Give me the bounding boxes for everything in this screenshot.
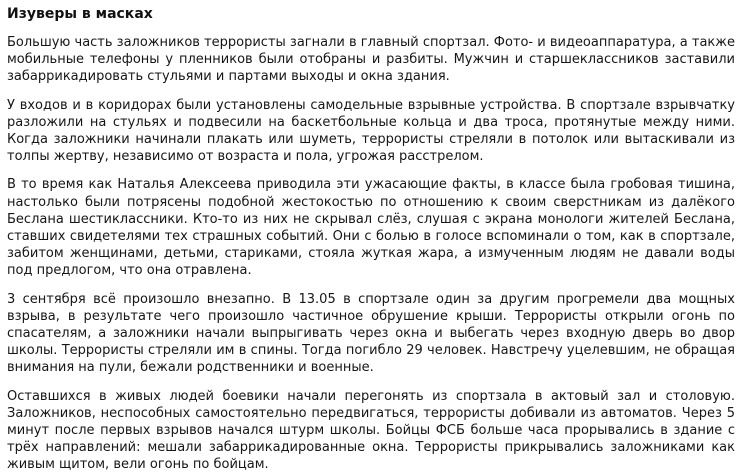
- article-paragraph-3: В то время как Наталья Алексеева приводила эти ужасающие факты, в классе была гробовая тишина, настолько были потрясены подобной жестокостью по отношению к своим сверстникам из далёкого Беслана шестиклассники. Кто-то из них не скрывал слёз, слушая с экрана монологи жителей Беслана, ставших свидетелями тех страшных событий. Они с болью в голосе вспоминали о том, как в спортзале, забитом женщинами, детьми, стариками, стояла жуткая жара, а измученным людям не давали воды под предлогом, что она отравлена.: [7, 177, 735, 279]
- article-paragraph-2: У входов и в коридорах были установлены самодельные взрывные устройства. В спортзале взрывчатку разложили на стульях и подвесили на баскетбольные кольца и два троса, протянутые между ними. Когда заложники начинали плакать или шуметь, террористы стреляли в потолок или вытаскивали из толпы жертву, независимо от возраста и пола, угрожая расстрелом.: [7, 97, 735, 165]
- article-paragraph-5: Оставшихся в живых людей боевики начали перегонять из спортзала в актовый зал и столовую. Заложников, неспособных самостоятельно передвигаться, террористы добивали из автоматов. Через 5 минут после первых взрывов начался штурм школы. Бойцы ФСБ больше часа прорывались в здание с трёх направлений: мешали забаррикадированные окна. Террористы прикрывались заложниками как живым щитом, вели огонь по бойцам.: [7, 388, 735, 473]
- article-paragraph-4: 3 сентября всё произошло внезапно. В 13.05 в спортзале один за другим прогремели два мощных взрыва, в результате чего произошло частичное обрушение крыши. Террористы открыли огонь по спасателям, а заложники начали выпрыгивать через окна и выбегать через входную дверь во двор школы. Террористы стреляли им в спины. Тогда погибло 29 человек. Навстречу уцелевшим, не обращая внимания на пули, бежали родственники и военные.: [7, 291, 735, 376]
- article-paragraph-1: Большую часть заложников террористы загнали в главный спортзал. Фото- и видеоаппаратура, а также мобильные телефоны у пленников были отобраны и разбиты. Мужчин и старшеклассников заставили забаррикадировать стульями и партами выходы и окна здания.: [7, 35, 735, 85]
- article-heading: Изуверы в масках: [7, 6, 153, 22]
